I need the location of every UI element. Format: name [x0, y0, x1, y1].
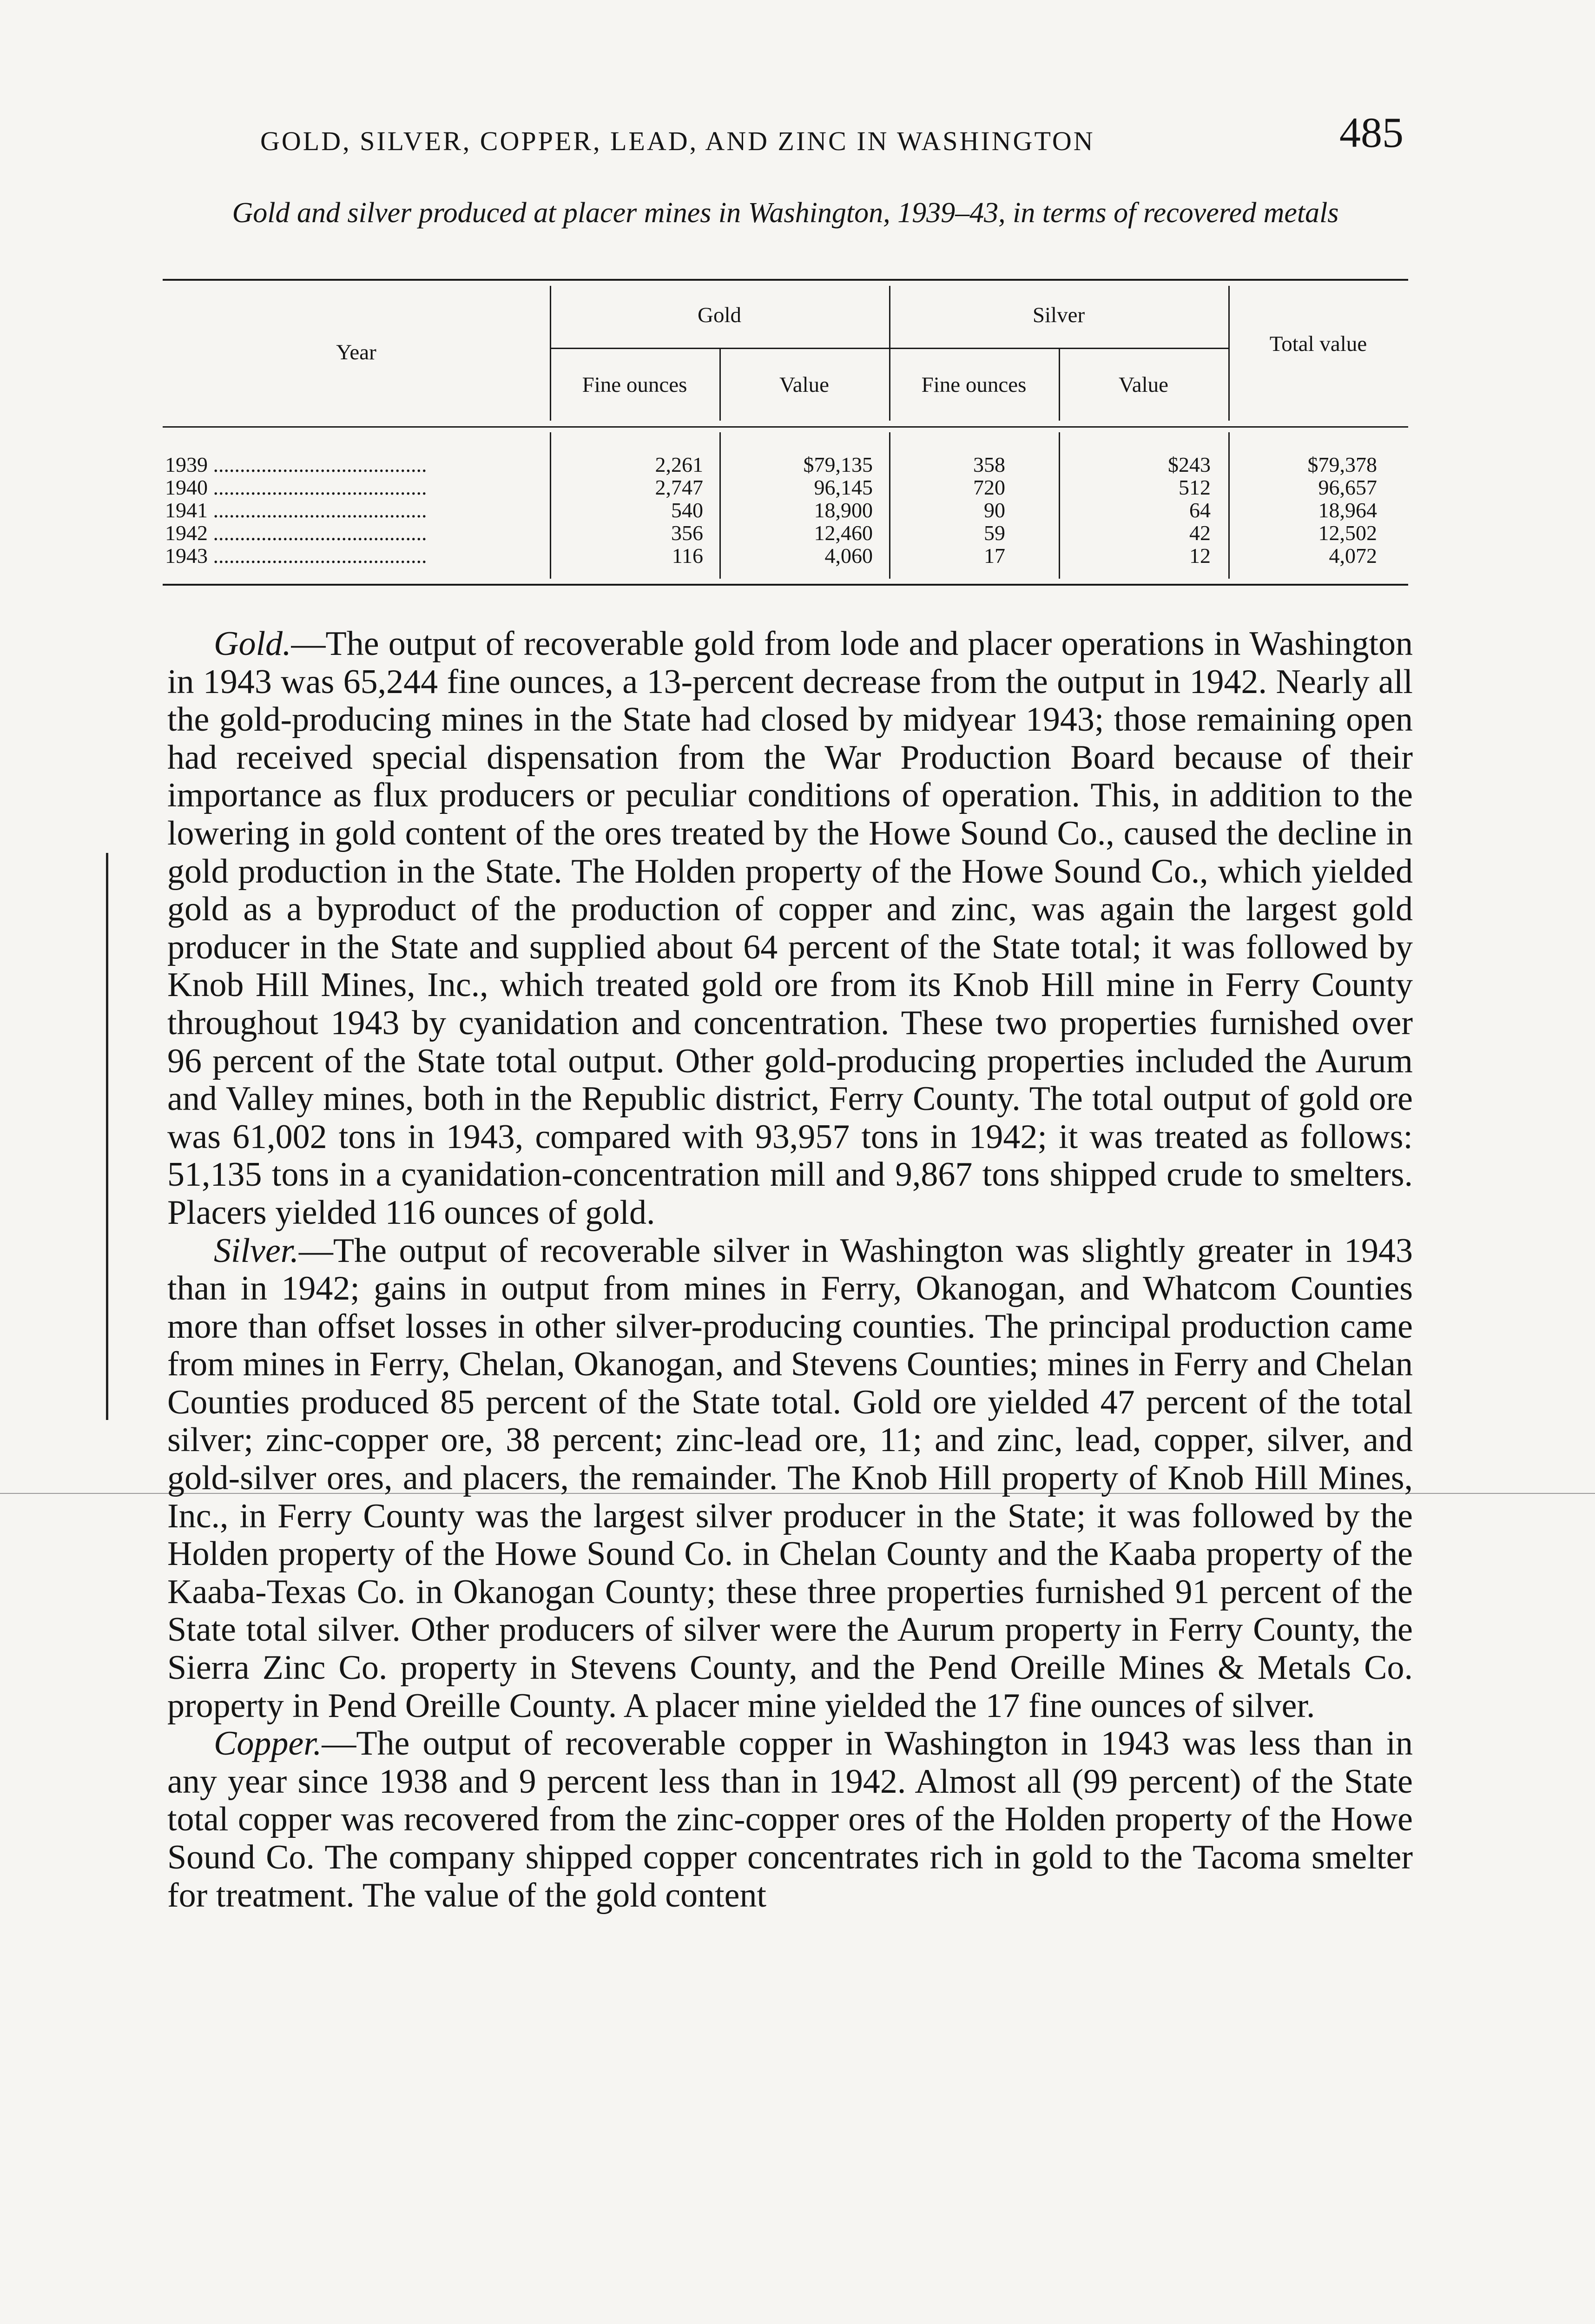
table-header-rule [163, 426, 1408, 428]
cell-year: 1942 ........................................ [165, 522, 427, 544]
cell-silver-value: 64 [1189, 498, 1211, 522]
table-caption: Gold and silver produced at placer mines in Washington, 1939–43, in terms of recovered metals [232, 197, 1339, 229]
cell-gold-value: $79,135 [803, 453, 873, 476]
cell-gold-ounces: 540 [671, 498, 703, 522]
cell-total: 12,502 [1318, 521, 1377, 545]
cell-gold-ounces: 356 [671, 521, 703, 545]
paragraph-silver [167, 1232, 1413, 1725]
cell-year: 1940 ........................................ [165, 476, 427, 499]
cell-gold-ounces: 2,747 [655, 475, 703, 499]
header-gold: Gold [698, 303, 741, 327]
cell-year: 1939 ........................................ [165, 453, 427, 476]
paragraph-text: —The output of recoverable gold from lode and placer operations in Washington in 1943 was 65,244 fine ounces, a 13-percent decrease from the output in 1942. Nearly all the gold-producing mines in the State had closed by midyear 1943; those remaining open had received special dispensation from the War Production Board because of their importance as flux producers or peculiar conditions of operation. This, in addition to the lowering in gold content of the ores treated by the Howe Sound Co., caused the decline in gold production in the State. The Holden property of the Howe Sound Co., which yielded gold as a byproduct of the production of copper and zinc, was again the largest gold producer in the State and supplied about 64 percent of the State total; it was followed by Knob Hill Mines, Inc., which treated gold ore from its Knob Hill mine in Ferry County throughout 1943 by cyanidation and concentration. These two properties furnished over 96 percent of the State total output. Other gold-producing properties included the Aurum and Valley mines, both in the Republic district, Ferry County. The total output of gold ore was 61,002 tons in 1943, compared with 93,957 tons in 1942; it was treated as follows: 51,135 tons in a cyanidation-concentration mill and 9,867 tons shipped crude to smelters. Placers yielded 116 ounces of gold. [167, 625, 1413, 1232]
cell-silver-value: 12 [1189, 544, 1211, 568]
paragraph-lead: Silver. [214, 1231, 299, 1270]
paragraph-text: —The output of recoverable copper in Washington in 1943 was less than in any year since 1938 and 9 percent less than in 1942. Almost all (99 percent) of the State total copper was recovered from the zinc-copper ores of the Holden property of the Howe Sound Co. The company shipped copper concentrates rich in gold to the Tacoma smelter for treatment. The value of the gold content [167, 1724, 1413, 1915]
header-silver-fine-ounces: Fine ounces [921, 373, 1027, 397]
margin-change-bar [106, 853, 108, 1420]
cell-gold-value: 96,145 [814, 475, 873, 499]
cell-total: $79,378 [1307, 453, 1377, 476]
header-gold-fine-ounces: Fine ounces [582, 373, 687, 397]
cell-silver-value: 512 [1179, 475, 1211, 499]
cell-silver-ounces: 90 [984, 498, 1005, 522]
paragraph-copper [167, 1725, 1413, 1915]
header-silver: Silver [1032, 303, 1085, 327]
cell-gold-value: 4,060 [824, 544, 873, 568]
header-year: Year [336, 340, 376, 364]
cell-silver-ounces: 17 [984, 544, 1005, 568]
cell-silver-ounces: 720 [973, 475, 1005, 499]
cell-gold-ounces: 2,261 [655, 453, 703, 476]
cell-silver-ounces: 358 [973, 453, 1005, 476]
cell-gold-value: 18,900 [814, 498, 873, 522]
paragraph-lead: Copper. [214, 1724, 322, 1763]
cell-silver-value: $243 [1168, 453, 1211, 476]
header-gold-value: Value [779, 373, 829, 397]
running-head [172, 108, 1404, 164]
table-top-rule [163, 279, 1408, 281]
paragraph-lead: Gold. [214, 625, 291, 663]
header-silver-value: Value [1118, 373, 1168, 397]
cell-silver-ounces: 59 [984, 521, 1005, 545]
header-total-value: Total value [1269, 332, 1367, 356]
table-bottom-rule [163, 584, 1408, 586]
running-title: GOLD, SILVER, COPPER, LEAD, AND ZINC IN WASHINGTON [260, 126, 1095, 156]
cell-year: 1941 ........................................ [165, 499, 427, 522]
cell-total: 4,072 [1329, 544, 1377, 568]
body-text [167, 625, 1413, 1915]
cell-total: 18,964 [1318, 498, 1377, 522]
paragraph-text: —The output of recoverable silver in Washington was slightly greater in 1943 than in 1942; gains in output from mines in Ferry, Okanogan, and Whatcom Counties more than offset losses in other silver-producing counties. The principal production came from mines in Ferry, Chelan, Okanogan, and Stevens Counties; mines in Ferry and Chelan Counties produced 85 percent of the State total. Gold ore yielded 47 percent of the total silver; zinc-copper ore, 38 percent; zinc-lead ore, 11; and zinc, lead, copper, silver, and gold-silver ores, and placers, the remainder. The Knob Hill property of Knob Hill Mines, Inc., in Ferry County was the largest silver producer in the State; it was followed by the Holden property of the Howe Sound Co. in Chelan County and the Kaaba property of the Kaaba-Texas Co. in Okanogan County; these three properties furnished 91 percent of the State total silver. Other producers of silver were the Aurum property in Ferry County, the Sierra Zinc Co. property in Stevens County, and the Pend Oreille Mines & Metals Co. property in Pend Oreille County. A placer mine yielded the 17 fine ounces of silver. [167, 1231, 1413, 1725]
cell-year: 1943 ........................................ [165, 544, 427, 567]
page-number: 485 [1339, 109, 1404, 156]
cell-silver-value: 42 [1189, 521, 1211, 545]
paragraph-gold [167, 625, 1413, 1232]
cell-gold-ounces: 116 [672, 544, 703, 568]
cell-gold-value: 12,460 [814, 521, 873, 545]
production-table [163, 279, 1408, 590]
cell-total: 96,657 [1318, 475, 1377, 499]
